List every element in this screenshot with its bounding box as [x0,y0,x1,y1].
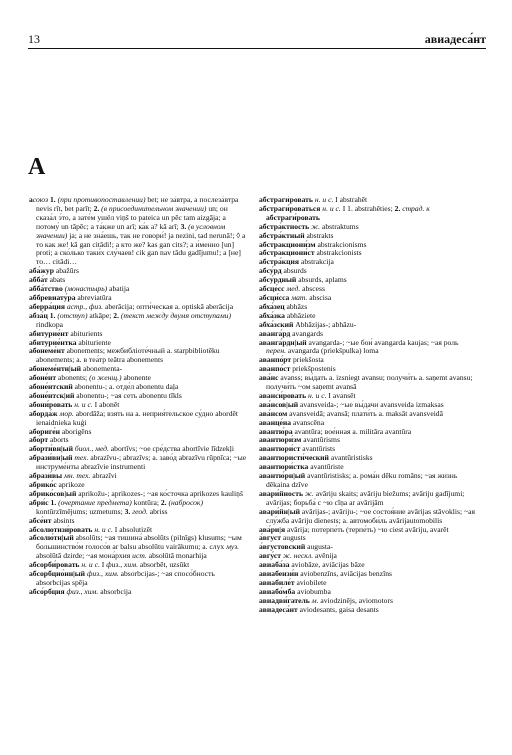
headword: авари́йность [259,488,303,498]
headword: аббревиату́ра [29,292,76,302]
sense-number: 1. [49,310,58,320]
headword: аба́жур [29,266,54,276]
dictionary-entry [259,508,477,526]
grammar-label: н. и с. [322,203,341,213]
dictionary-entry [259,606,477,615]
definition-text: avantūrists [300,444,336,454]
definition-text: aborts [48,435,69,445]
definition-text: avangards [290,328,323,338]
headword: абстра́кция [259,257,300,267]
headword: авиабензи́н [259,569,299,579]
headword: аберра́ция [29,301,65,311]
definition-text: I avansēt [326,390,356,400]
grammar-label: физ., хим. [66,586,99,596]
grammar-label: мор. [59,408,74,418]
grammar-label: (отступ) [57,310,88,320]
headword: а́вгуст [259,533,282,543]
grammar-label: мат. [291,292,308,302]
headword: абха́зка [259,310,285,320]
definition-text: avangarda-; ~ые бои́ avangarda kaujas; ~ая роль [306,337,459,347]
grammar-label: астр., физ. [66,301,104,311]
headword: авиаба́за [259,560,290,570]
headword: авиабо́мба [259,586,296,596]
headword: абсу́рд [259,266,282,276]
grammar-label: н. и с. [94,524,113,534]
definition-text: avangarda (priekšpulka) loma [286,346,379,356]
definition-text: abortīvs; ~ое сре́дства abortīvie līdzekļi [108,444,234,454]
headword: аванпо́рт [259,355,292,365]
definition-text: avantūristisks; а. рома́н dēku romāns; ~ая жизнь dēkaina dzīve [266,471,458,489]
definition-text: avantūrisms [301,435,340,445]
definition-text: absurds [281,266,307,276]
headword: абони́ровать [29,399,73,409]
grammar-label: союз [32,196,50,204]
headword: абитурие́нтка [29,337,77,347]
definition-text: avēnija [313,551,337,561]
headword: абсолютизи́ровать [29,524,93,534]
left-column [29,196,247,728]
running-head: авиадеса́нт [424,32,486,46]
definition-text: abhāziete [284,310,316,320]
grammar-label: (текст между двумя отступами) [120,310,232,320]
grammar-label: (монастырь) [64,284,108,294]
headword: абрази́вн|ый [29,453,73,463]
headword: авантюри́ст [259,444,301,454]
section-letter: А [28,154,46,180]
definition-text: aviobumba [295,586,331,596]
headword: ава́нсов|ый [259,399,299,409]
dictionary-entry [29,312,247,330]
sense-number: 1. [50,497,59,507]
grammar-label: ж. [311,221,321,231]
headword: абха́зский [259,319,294,329]
headword: абба́тство [29,284,63,294]
definition-text: kontūrzīmējums; uzmetums; [36,506,125,516]
definition-text: I abstrahēt [333,196,368,204]
grammar-label: ж. нескл. [282,551,314,561]
headword: абстра́ктность [259,221,310,231]
definition-text: abrazīvi [90,471,117,481]
grammar-label: (о женщ.) [89,373,122,383]
grammar-label: м. [311,595,319,605]
grammar-label: ист. [132,551,147,561]
definition-text: atkāpe; [87,310,114,320]
headword: абсорби́ровать [29,560,80,570]
grammar-label: ж. [304,488,314,498]
definition-text: abituriente [76,337,111,347]
headword: авиадеса́нт [259,604,298,614]
definition-text: abstrakcionists [314,248,362,258]
definition-text: abscisa [307,292,332,302]
definition-text: abatija [107,284,130,294]
headword: а́вгустовский [259,542,306,552]
definition-text: aborigēns [59,426,92,436]
definition-text: priekšosta [291,355,324,365]
definition-text: abordāža; взять на а. неприя́тельское су́дно abordēt ienaidnieka kuģi [36,408,238,427]
headword: або́рт [29,435,49,445]
dictionary-entry [29,499,247,517]
sense-number: 3. [124,506,133,516]
sense-number: 1. [50,196,58,204]
headword: абри́с [29,497,49,507]
headword: аванга́рдн|ый [259,337,307,347]
headword: абсолю́тн|ый [29,533,74,543]
grammar-label: (очертание предмета) [58,497,132,507]
grammar-label: н. и с. [314,196,334,204]
definition-text: abstrakts [304,230,334,240]
grammar-label: н. и с. [81,560,100,570]
definition-text: I 1. abstrahēties; [340,203,395,213]
definition-text: avansveidā; avansā; плати́ть а. maksāt avansveidā [287,408,443,418]
page-header [28,32,486,48]
definition-text: abonents; [56,373,90,383]
definition-text: absorbcija [98,586,132,596]
grammar-label: физ., хим. [106,560,138,570]
definition-text: abscess [300,284,325,294]
definition-text: abstraktums [320,221,359,231]
dictionary-entry [29,534,247,561]
definition-text: abonentu-; ~ая сеть abonentu tīkls [74,390,182,400]
header-rule [28,48,486,49]
definition-text: avāriju skaits; avāriju biežums; avāriju gadījumi; avārijas; борьба́ с ~ю cīņa ar avārijām [266,488,465,507]
definition-text: avanscēna [291,417,325,427]
grammar-label: (при противопоставлении) [57,196,146,204]
sense-number: 3. [180,221,189,231]
headword: абсу́рдный [259,275,297,285]
headword: авантюри́стка [259,462,309,472]
grammar-label: (набросок) [168,497,204,507]
definition-text: abrazīvu-; abrazīvs; а. заво́д abrazīvu rūpnīca; ~ые инструме́нты abrazīvie instrumenti [36,453,247,472]
dictionary-entry [259,205,477,223]
definition-text: priekšpostenis [290,364,336,374]
definition-text: abriss [147,506,168,516]
headword: авантюристи́ческий [259,453,329,463]
definition-text: I [99,560,107,570]
grammar-label: физ., хим. [86,569,119,579]
sense-number: 2. [93,203,102,213]
dictionary-entry [29,196,247,267]
dictionary-entry [29,570,247,588]
definition-text: absolūtā dzirde; ~ая мона́рхия [36,551,133,561]
headword: авантю́рн|ый [259,471,306,481]
sense-number: 2. [394,203,403,213]
headword: авари́йн|ый [259,506,301,516]
definition-text: rindkopa [36,319,63,329]
headword: абрико́с [29,480,57,489]
definition-text: abreviatūra [75,292,112,302]
definition-text: aviobilete [294,577,327,587]
headword: абба́т [29,275,48,285]
headword: абонеме́нтн|ый [29,364,82,374]
headword: абонеме́нт [29,346,65,356]
definition-text: kontūra; [131,497,161,507]
definition-text: abhāzs [284,301,308,311]
definition-text: avantūriste [308,462,344,472]
headword: абстракциони́зм [259,239,316,249]
definition-text: abonente [121,373,151,383]
headword: абрико́сов|ый [29,488,77,498]
headword: абитурие́нт [29,328,69,338]
headword: абстраги́ровать [259,196,313,204]
headword: авантю́ра [259,426,293,436]
definition-text: avantūra; вое́нная а. militāra avantūra [292,426,412,436]
definition-text: Abhāzijas-; abhāzu- [293,319,357,329]
definition-text: bet; не за́втра, а послеза́втра nevis rīt, bet parīt; [36,196,239,213]
grammar-label: н. и с. [308,390,327,400]
headword: абоне́нт [29,373,57,383]
definition-text: augusta- [305,542,333,552]
sense-number: 2. [113,310,121,320]
definition-text: avārija; потерпе́ть (терпе́ть) ~ю ciest avāriju, avarēt [285,524,449,534]
headword: абстракциони́ст [259,248,315,258]
dictionary-entry [259,472,477,490]
definition-text: abstrakcionisms [315,239,367,249]
definition-text: aviobenzīns, aviācijas benzīns [298,569,392,579]
headword: а [29,196,33,204]
dictionary-entry [29,454,247,472]
definition-text: avārijas-; avāriju-; ~ое состоя́ние avārijas stāvoklis; ~ая слу́жба avāriju dienests; а. автомоби́ль avārijautomobilis [266,506,475,525]
headword: абориге́н [29,426,60,436]
definition-text: abiturients [68,328,103,338]
definition-text: abonements; межбибліоте́чный а. starpbibliotēku abonements; а. в теа́тр teātra abonements [36,346,220,365]
headword: аванга́рд [259,328,291,338]
headword: абха́зец [259,301,285,311]
headword: аборти́вн|ый [29,444,73,454]
headword: абза́ц [29,310,48,320]
headword: абоне́нтский [29,382,73,392]
dictionary-entry [259,490,477,508]
headword: аборда́ж [29,408,58,418]
headword: абсо́рбция [29,586,65,596]
headword: авиабиле́т [259,577,295,587]
grammar-label: перен. [266,346,287,356]
definition-text: avanss; вы́дать а. izsniegt avansu; получи́ть а. saņemt avansu; получи́ть ~ом saņemt avansā [266,373,473,392]
definition-text: absolūts; ~ая тишина́ absolūts (pilnīgs) klusums; ~ым большинство́м голосо́в ar balsu absolūtu vairākumu; а. слух [36,533,242,552]
headword: абрази́вы [29,471,63,481]
headword: авантюри́зм [259,435,302,445]
headword: абстра́ктный [259,230,305,240]
dictionary-entry [29,410,247,428]
definition-text: absorbēt, uzsūkt [137,560,190,570]
grammar-label: биол., мед. [74,444,109,454]
headword: авиадви́гатель [259,595,310,605]
headword: абсци́сса [259,292,290,302]
definition-text: absurds, aplams [296,275,347,285]
grammar-label: тех. [74,453,89,463]
headword: ава́нсом [259,408,288,418]
grammar-label: геод. [132,506,148,516]
definition-text: abažūrs [53,266,80,276]
dictionary-entry [29,588,247,597]
definition-text: aprikožu-; aprikozes-; ~ая ко́сточка aprikozes kauliņš [76,488,243,498]
definition-text: abonentu-; а. отде́л abonentu daļa [72,382,179,392]
sense-number: 2. [160,497,169,507]
definition-text: absints [51,515,75,525]
grammar-label: муз. [226,542,240,552]
grammar-label: (в условном значении) [36,221,226,240]
definition-text: I abonēt [92,399,120,409]
definition-text: aviodesants, gaisa desants [297,604,379,614]
headword: аванпо́ст [259,364,291,374]
headword: аванси́ровать [259,390,307,400]
definition-text: aviodzinējs, aviomotors [318,595,393,605]
headword: абоне́нтск|ий [29,390,75,400]
dictionary-entry [259,374,477,392]
grammar-label: страд. к [402,203,430,213]
headword: ава́нс [259,373,279,383]
definition-text: absorbcijas-; ~ая спосо́бность absorbcijas spēja [36,569,215,587]
dictionary-entry [29,347,247,365]
grammar-label: (в присоединительном значении) [101,203,207,213]
right-column [259,196,477,641]
definition-text: ja; а не зна́ешь, так не говори́! ja nezini, tad nerunā!; ◊ а то как же! kā gan citādi!; а кто же? kas gan cits?; а и́менно [un] proti; а ско́лько таки́х слу́чаев! cik gan nav tādu gadījumu!; а [не] то… citādi… [36,230,246,267]
definition-text: abats [47,275,66,285]
grammar-label: мед. [286,284,301,294]
definition-text: un; он сказа́л э́то, а зате́м ушёл viņš to pateica un pēc tam aizgāja; а потому́ un tāpēc; а та́кже un arī; ка́к а? kā arī; [36,203,228,231]
headword: аванце́на [259,417,291,427]
definition-text: augusts [281,533,306,543]
definition-text: абстраги́ровать [266,212,320,222]
definition-text: abstrakcija [299,257,334,267]
headword: абсорбцио́нн|ый [29,569,86,579]
headword: авгу́ст [259,551,282,561]
dictionary-entry [259,339,477,357]
grammar-label: н. и с. [74,399,93,409]
definition-text: aviobāze, aviācijas bāze [289,560,365,570]
headword: ава́ри|я [259,524,286,534]
headword: абсце́сс [259,284,285,294]
grammar-label: мн. тех. [63,471,91,481]
definition-text: I absolutizēt [112,524,153,534]
definition-text: avansveida-; ~ые вы́дачи avansveida izmaksas [298,399,444,409]
headword: абстраги́роваться [259,203,321,213]
definition-text: aprikoze [56,480,85,489]
definition-text: aberācija; опти́ческая а. optiskā aberācija [103,301,234,311]
page-number: 13 [28,32,40,46]
headword: абсе́нт [29,515,52,525]
definition-text: absolūtā monarhija [146,551,207,561]
definition-text: abonementa- [81,364,123,374]
definition-text: avantūristisks [328,453,373,463]
